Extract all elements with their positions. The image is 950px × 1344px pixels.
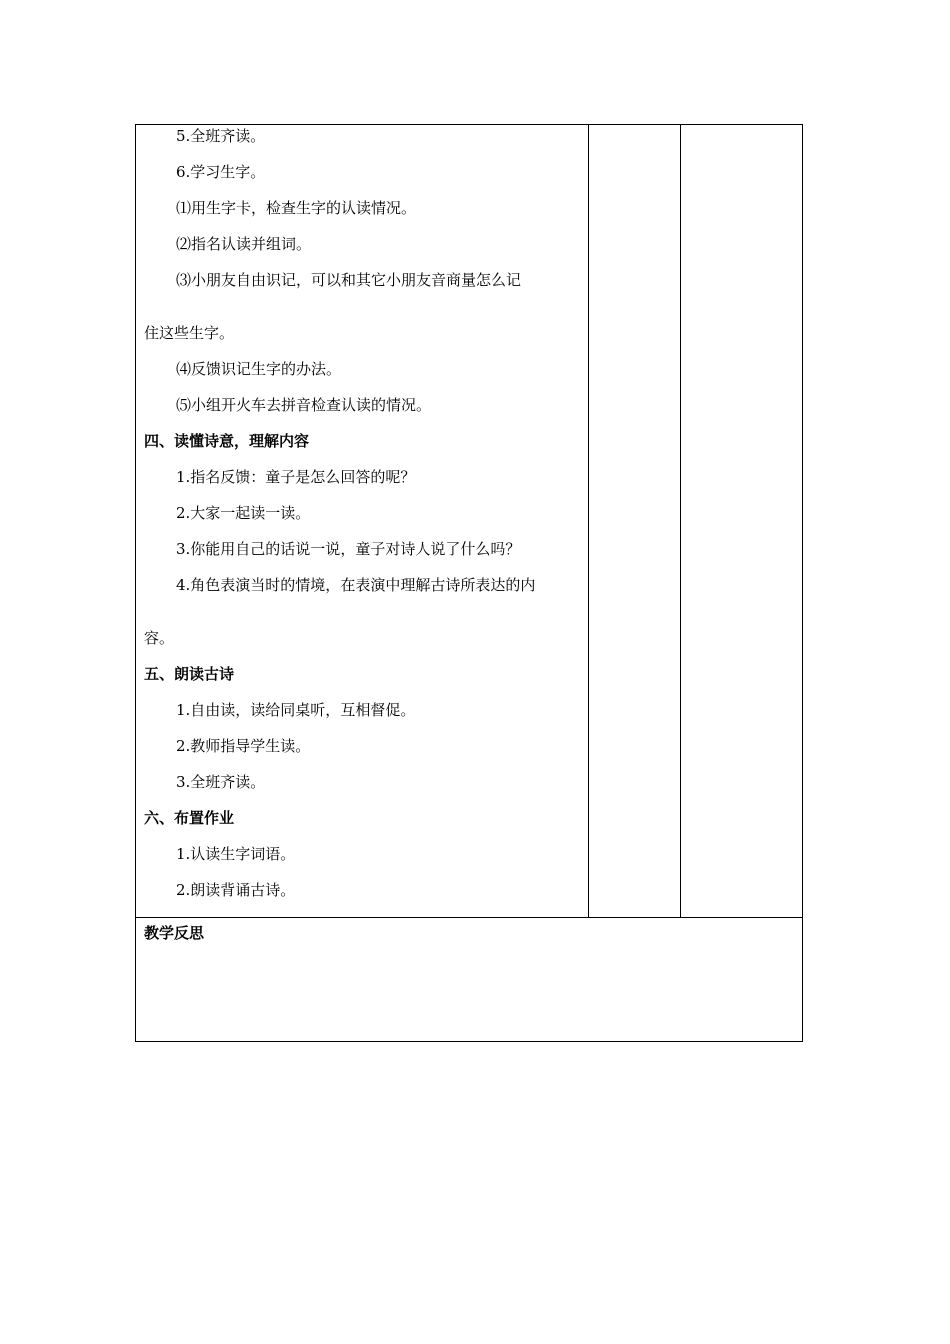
step-line: 1.指名反馈：童子是怎么回答的呢？	[176, 468, 416, 486]
step-line: ⑸小组开火车去拼音检查认读的情况。	[176, 396, 432, 414]
step-line: 4.角色表演当时的情境，在表演中理解古诗所表达的内	[176, 576, 536, 594]
lesson-steps-row	[136, 125, 803, 918]
section-heading: 四、读懂诗意，理解内容	[144, 432, 310, 450]
lesson-plan-table	[135, 124, 803, 1042]
step-line: 6.学习生字。	[176, 163, 266, 181]
empty-column-cell	[681, 125, 803, 918]
step-line: 2.朗读背诵古诗。	[176, 881, 296, 899]
section-heading: 六、布置作业	[144, 809, 235, 827]
lesson-content-cell	[136, 125, 589, 918]
reflection-cell	[136, 918, 803, 1042]
step-line: 1.认读生字词语。	[176, 845, 296, 863]
empty-column-cell	[589, 125, 681, 918]
step-line: 2.教师指导学生读。	[176, 737, 311, 755]
step-line: ⑷反馈识记生字的办法。	[176, 360, 342, 378]
step-line: 3.全班齐读。	[176, 773, 266, 791]
step-line-continued: 住这些生字。	[144, 324, 235, 342]
reflection-row	[136, 918, 803, 1042]
lesson-content	[136, 125, 588, 899]
section-heading: 五、朗读古诗	[144, 665, 235, 683]
reflection-title: 教学反思	[144, 924, 205, 942]
step-line: ⑶小朋友自由识记，可以和其它小朋友音商量怎么记	[176, 271, 522, 289]
step-line: ⑵指名认读并组词。	[176, 235, 312, 253]
step-line: 1.自由读，读给同桌听，互相督促。	[176, 701, 416, 719]
step-line-continued: 容。	[144, 629, 175, 647]
step-line: 2.大家一起读一读。	[176, 504, 311, 522]
step-line: 5.全班齐读。	[176, 127, 266, 145]
step-line: 3.你能用自己的话说一说，童子对诗人说了什么吗？	[176, 540, 521, 558]
step-line: ⑴用生字卡，检查生字的认读情况。	[176, 199, 417, 217]
